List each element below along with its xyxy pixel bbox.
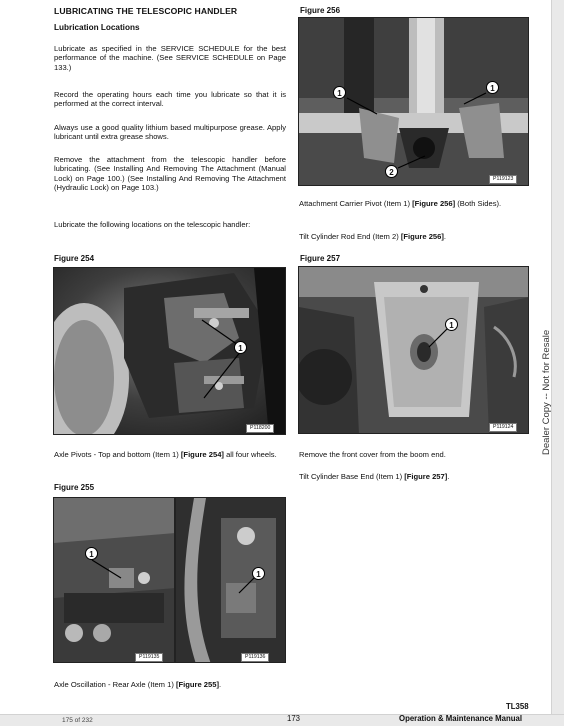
photo-id: P119136 [241, 653, 269, 662]
callout-1: 1 [234, 341, 247, 354]
figure-256-photo [298, 17, 529, 186]
caption-axle-oscillation: Axle Oscillation - Rear Axle (Item 1) [Figure 255]. [54, 680, 222, 689]
paragraph-service-schedule: Lubricate as specified in the SERVICE SCHEDULE for the best performance of the machine. (See SERVICE SCHEDULE on Page 133.) [54, 44, 286, 72]
section-title: LUBRICATING THE TELESCOPIC HANDLER [54, 6, 238, 16]
figure-255-right-photo [175, 497, 286, 663]
callout-1: 1 [252, 567, 265, 580]
figure-ref[interactable]: [Figure 254] [180, 450, 224, 459]
viewer-scrollbar[interactable] [551, 0, 564, 726]
figure-257-title: Figure 257 [300, 254, 341, 263]
paragraph-lubricate-locations: Lubricate the following locations on the telescopic handler: [54, 220, 251, 229]
dealer-copy-watermark: Dealer Copy -- Not for Resale [541, 329, 552, 455]
figure-255-left-photo [53, 497, 175, 663]
photo-id: P119124 [489, 423, 517, 432]
callout-2: 2 [385, 165, 398, 178]
caption-tilt-rod: Tilt Cylinder Rod End (Item 2) [Figure 256]. [299, 232, 447, 241]
photo-id: P119123 [489, 175, 517, 184]
callout-1: 1 [333, 86, 346, 99]
figure-255-title: Figure 255 [54, 483, 95, 492]
figure-254-photo [53, 267, 286, 435]
figure-ref[interactable]: [Figure 257] [404, 472, 448, 481]
caption-attachment-carrier: Attachment Carrier Pivot (Item 1) [Figure 256] (Both Sides). [299, 199, 502, 208]
figure-ref[interactable]: [Figure 255] [175, 680, 220, 689]
figure-ref[interactable]: [Figure 256] [412, 199, 456, 208]
figure-256-title: Figure 256 [300, 6, 341, 15]
paragraph-grease: Always use a good quality lithium based multipurpose grease. Apply lubricant until extra grease shows. [54, 123, 286, 142]
caption-remove-cover: Remove the front cover from the boom end. [299, 450, 446, 459]
page-number: 173 [287, 714, 301, 723]
model-name: TL358 [506, 702, 529, 711]
paragraph-record-hours: Record the operating hours each time you lubricate so that it is performed at the correct interval. [54, 90, 286, 109]
figure-ref[interactable]: [Figure 256] [400, 232, 444, 241]
photo-id: P119135 [135, 653, 163, 662]
callout-1: 1 [486, 81, 499, 94]
subsection-title: Lubrication Locations [54, 23, 140, 32]
callout-1: 1 [85, 547, 98, 560]
figure-257-photo [298, 266, 529, 434]
page-counter: 175 of 232 [62, 717, 93, 724]
figure-254-title: Figure 254 [54, 254, 95, 263]
caption-tilt-base: Tilt Cylinder Base End (Item 1) [Figure 257]. [299, 472, 450, 481]
photo-id: P118200 [246, 424, 274, 433]
manual-title: Operation & Maintenance Manual [399, 714, 523, 723]
caption-axle-pivots: Axle Pivots - Top and bottom (Item 1) [Figure 254] all four wheels. [54, 450, 277, 459]
paragraph-remove-attachment: Remove the attachment from the telescopic handler before lubricating. (See Installing And Removing The Attachment (Manual Lock) on Page 100.) (See Installing And Removing The Attachment (Hydraulic Lock) on Page 103.) [54, 155, 286, 192]
callout-1: 1 [445, 318, 458, 331]
